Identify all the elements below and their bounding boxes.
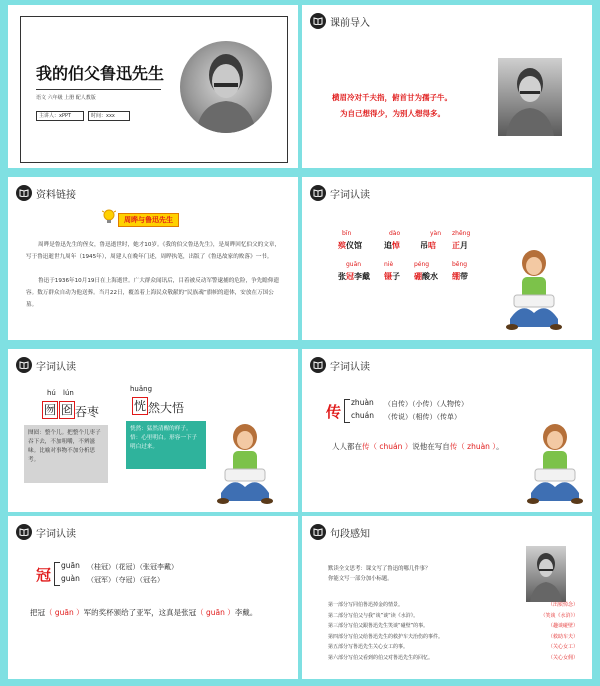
quote-line-1: 横眉冷对千夫指，俯首甘为孺子牛。	[332, 93, 452, 102]
header-label: 字词认读	[36, 361, 76, 373]
pinyin: yàn	[430, 230, 442, 237]
word-rest: 吞枣	[75, 405, 100, 419]
portrait-image	[180, 41, 272, 133]
child-reading-image	[504, 249, 564, 333]
book-icon	[310, 185, 326, 201]
section-list	[328, 600, 578, 663]
usage-row-a: （自传）（小传）（人物传）	[384, 400, 468, 408]
intro-line-2: 你能文写一部分加小标题。	[328, 576, 393, 582]
slide-2[interactable]	[302, 5, 592, 168]
slide-title: 我的伯父鲁迅先生	[36, 64, 165, 83]
list-item: 第二部分写伯父与我“谈”谈“读《水浒》。 （笑谈《水浒》）	[328, 612, 578, 619]
slide-header	[16, 357, 76, 373]
word: 殡仪馆	[338, 241, 362, 250]
slide-1[interactable]	[8, 5, 298, 168]
book-icon	[16, 524, 32, 540]
book-icon	[310, 357, 326, 373]
char-box: 囵	[60, 403, 73, 417]
char-box: 囫	[43, 403, 56, 417]
word: 绷带	[452, 272, 468, 281]
intro-line-1: 默读全文思考：课文写了鲁迅的哪几件事？	[328, 566, 431, 572]
quote-line-2: 为自己想得少，为别人想得多。	[340, 109, 445, 118]
slide-8[interactable]	[302, 516, 592, 679]
slide-4[interactable]	[302, 177, 592, 340]
book-icon	[310, 524, 326, 540]
word: 张冠李戴	[338, 272, 370, 281]
child-reading-image	[526, 423, 584, 507]
slide-header	[310, 357, 370, 373]
list-item: 第五部分写鲁迅先生关心女工的事。 （关心女工）	[328, 644, 578, 650]
definition-box-2: 恍然：猛然清醒的样子。悟：心里明白。形容一下子明白过来。	[126, 421, 206, 469]
info-paragraph-2: 鲁迅于1936年10月19日在上海逝世。广大群众闻讯后，目着被反动军警逮捕的危险，争先瞻仰遗容。数万群众自动为他送葬。当月22日，覆盖着上海民众敬献的“民族魂”旗帜的遗体，安放在万国公墓。	[26, 278, 280, 308]
pinyin-b: chuán	[351, 411, 374, 420]
pinyin: dào	[389, 230, 401, 237]
info-paragraph-1: 周晔是鲁迅先生的侄女，鲁迅逝世时，她才10岁。《我的伯父鲁迅先生》，是周晔回忆伯父的文章，写于鲁迅逝世九周年（1945年），周建人在晚年门述，周晔执笔，出版了《鲁迅故家的败落》一书。	[26, 242, 281, 260]
time-box: 时间：xxx	[88, 111, 130, 121]
book-icon	[16, 357, 32, 373]
presenter-box: 主讲人：xPPT	[36, 111, 84, 121]
header-label: 字词认读	[330, 189, 370, 201]
portrait-image	[498, 58, 562, 136]
pinyin: bīn	[342, 230, 352, 237]
title-underline	[36, 89, 161, 90]
slide-5[interactable]	[8, 349, 298, 512]
lightbulb-icon	[102, 209, 116, 225]
book-icon	[310, 13, 326, 29]
slide-header	[310, 524, 370, 540]
word: 镊子	[384, 272, 400, 281]
word: 追悼	[384, 241, 400, 250]
book-icon	[16, 185, 32, 201]
example-sentence: 人人都在传（ chuán ）说他在写自传（ zhuàn ）。	[332, 442, 504, 451]
slide-7[interactable]	[8, 516, 298, 679]
topic-tag: 周晔与鲁迅先生	[118, 213, 179, 227]
list-item: 第三部分写伯父跟鲁迅先生笑谈“碰壁”的事。 （趣谈碰壁）	[328, 623, 578, 629]
pinyin: huǎng	[130, 385, 153, 393]
list-item: 第一部分写同伯鲁迅掉金的情景。 （出殡悼念）	[328, 602, 578, 608]
polyphone-char: 传	[326, 403, 342, 421]
header-label: 课前导入	[330, 17, 370, 29]
pinyin: hú	[47, 389, 56, 397]
list-item: 第六部分写伯父看到的伯父对鲁迅先生的回忆。 （关心女佣）	[328, 654, 578, 661]
pinyin-a: zhuàn	[351, 398, 374, 407]
header-label: 资料链接	[36, 189, 76, 201]
header-label: 句段感知	[330, 528, 370, 540]
pinyin: niè	[384, 261, 394, 268]
brace	[54, 562, 60, 586]
char-box: 恍	[133, 399, 146, 413]
usage-row-a: （桂冠）（花冠）（张冠李戴）	[87, 563, 178, 571]
usage-row-b: （传说）（相传）（传单）	[384, 413, 461, 421]
pinyin: guān	[346, 261, 362, 268]
slide-subtitle: 语文 六年级 上册 配人教版	[36, 95, 96, 101]
pinyin: péng	[414, 261, 430, 268]
pinyin: bēng	[452, 261, 468, 268]
usage-row-b: （冠军）（夺冠）（冠名）	[87, 576, 164, 584]
header-label: 字词认读	[36, 528, 76, 540]
slide-header	[16, 524, 76, 540]
slide-6[interactable]	[302, 349, 592, 512]
slide-header	[310, 13, 370, 29]
slide-header	[310, 185, 370, 201]
polyphone-char: 冠	[36, 566, 52, 584]
pinyin-a: guān	[61, 561, 80, 570]
pinyin-b: guàn	[61, 574, 80, 583]
definition-box-1: 囫囵：整个儿。把整个儿枣子吞下去，不加咀嚼，不辨滋味。比喻对事物不加分析思考。	[24, 425, 108, 483]
child-reading-image	[216, 423, 274, 507]
word-rest: 然大悟	[148, 401, 185, 415]
portrait-image	[526, 546, 566, 602]
slide-3[interactable]	[8, 177, 298, 340]
list-item: 第四部分写伯父给鲁迅先生的救护车夫治伤的事件。 （救助车夫）	[328, 633, 578, 640]
word: 硼酸水	[414, 272, 438, 281]
word: 正月	[452, 241, 468, 250]
header-label: 字词认读	[330, 361, 370, 373]
pinyin: lún	[63, 389, 74, 397]
brace	[344, 399, 350, 423]
example-sentence: 把冠（ guān ）军的奖杯颁给了亚军，这真是张冠（ guān ）李戴。	[30, 608, 258, 617]
pinyin: zhēng	[452, 230, 471, 237]
slide-header	[16, 185, 76, 201]
word: 吊唁	[420, 241, 436, 250]
